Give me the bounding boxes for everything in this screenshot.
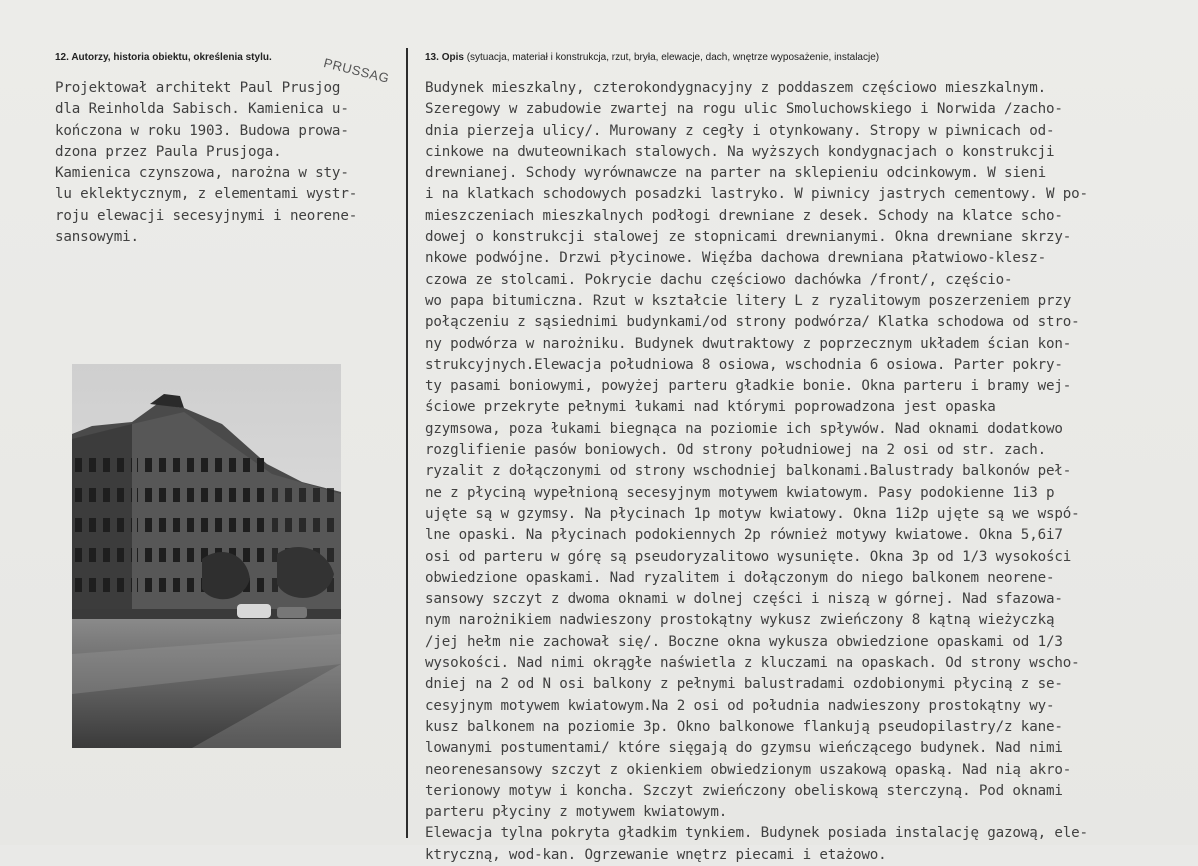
- right-line: cinkowe na dwuteownikach stalowych. Na wyższych kondygnacjach o konstrukcji: [425, 143, 1055, 160]
- right-line: terionowy motyw i koncha. Szczyt zwieńczony obeliskową sterczyną. Pod oknami: [425, 782, 1063, 799]
- right-line: Szeregowy w zabudowie zwartej na rogu ulic Smoluchowskiego i Norwida /zacho-: [425, 101, 1063, 118]
- right-line: dowej o konstrukcji stalowej ze stopnicami drewnianymi. Okna drewniane skrzy-: [425, 229, 1072, 246]
- right-line: wysokości. Nad nimi okrągłe naświetla z kluczami na opaskach. Od strony wscho-: [425, 655, 1080, 672]
- authors-history-text: [55, 78, 405, 248]
- right-line: rozglifienie pasów boniowych. Od strony południowej na 2 osi od str. zach.: [425, 442, 1046, 459]
- right-line: dnia pierzeja ulicy/. Murowany z cegły i otynkowany. Stropy w piwnicach od-: [425, 122, 1055, 139]
- right-line: nkowe podwójne. Drzwi płycinowe. Więźba dachowa drewniana płatwiowo-klesz-: [425, 250, 1046, 267]
- right-line: ujęte są w gzymsy. Na płycinach 1p motyw kwiatowy. Okna 1i2p ujęte są we wspó-: [425, 505, 1080, 522]
- right-line: czowa ze stolcami. Pokrycie dachu częściowo dachówka /front/, częścio-: [425, 271, 1013, 288]
- right-line: drewnianej. Schody wyrównawcze na parter na sklepieniu odcinkowym. W sieni: [425, 165, 1046, 182]
- right-heading-number: 13.: [425, 52, 439, 63]
- left-line: sansowymi.: [55, 229, 139, 246]
- right-line: połączeniu z sąsiednimi budynkami/od strony podwórza/ Klatka schodowa od stro-: [425, 314, 1080, 331]
- right-line: ściowe przekryte pełnymi łukami nad którymi poprowadzona jest opaska: [425, 399, 996, 416]
- left-line: Kamienica czynszowa, narożna w sty-: [55, 165, 349, 182]
- right-heading-sub: (sytuacja, materiał i konstrukcja, rzut, bryła, elewacje, dach, wnętrze wyposażenie, instalacje): [466, 52, 880, 63]
- left-line: dzona przez Paula Prusjoga.: [55, 143, 282, 160]
- right-line: gzymsowa, poza łukami biegnąca na poziomie ich spływów. Nad oknami dodatkowo: [425, 420, 1063, 437]
- description-text: [425, 78, 1195, 866]
- right-line: lne opaski. Na płycinach podokiennych 2p również motywy kwiatowe. Okna 5,6i7: [425, 527, 1063, 544]
- left-line: lu eklektycznym, z elementami wystr-: [55, 186, 358, 203]
- building-photo-drawing: [72, 364, 341, 748]
- left-line: kończona w roku 1903. Budowa prowa-: [55, 122, 349, 139]
- right-line: lowanymi postumentami/ które sięgają do gzymsu wieńczącego budynek. Nad nimi: [425, 740, 1063, 757]
- right-line: Elewacja tylna pokryta gładkim tynkiem. Budynek posiada instalację gazową, ele-: [425, 825, 1088, 842]
- right-line: osi od parteru w górę są pseudoryzalitowo wysunięte. Okna 3p od 1/3 wysokości: [425, 548, 1072, 565]
- column-divider: [406, 48, 408, 838]
- right-section-heading: [425, 52, 879, 63]
- right-line: wo papa bitumiczna. Rzut w kształcie litery L z ryzalitowym poszerzeniem przy: [425, 292, 1072, 309]
- left-line: dla Reinholda Sabisch. Kamienica u-: [55, 101, 349, 118]
- right-line: obwiedzione opaskami. Nad ryzalitem i dołączonym do niego balkonem neorene-: [425, 569, 1055, 586]
- right-line: i na klatkach schodowych posadzki lastryko. W piwnicy jastrych cementowy. W po-: [425, 186, 1088, 203]
- left-heading-number: 12.: [55, 52, 69, 63]
- left-section-heading: [55, 52, 272, 63]
- right-line: ryzalit z dołączonymi od strony wschodniej balkonami.Balustrady balkonów peł-: [425, 463, 1072, 480]
- left-line: roju elewacji secesyjnymi i neorene-: [55, 207, 358, 224]
- right-line: nym narożnikiem nadwieszony prostokątny wykusz zwieńczony 8 kątną wieżyczką: [425, 612, 1055, 629]
- right-heading-text: Opis: [441, 52, 464, 63]
- right-line: ty pasami boniowymi, powyżej parteru gładkie bonie. Okna parteru i bramy wej-: [425, 378, 1072, 395]
- right-line: dniej na 2 od N osi balkony z pełnymi balustradami ozdobionymi płyciną z se-: [425, 676, 1063, 693]
- right-line: ktryczną, wod-kan. Ogrzewanie wnętrz piecami i etażowo.: [425, 846, 887, 863]
- building-photograph: [72, 364, 341, 748]
- right-line: Budynek mieszkalny, czterokondygnacyjny z poddaszem częściowo mieszkalnym.: [425, 80, 1046, 96]
- right-line: neorenesansowy szczyt z okienkiem obwiedzionym uszakową opaską. Nad nią akro-: [425, 761, 1072, 778]
- right-line: parteru płyciny z motywem kwiatowym.: [425, 804, 728, 821]
- right-line: kusz balkonem na poziomie 3p. Okno balkonowe flankują pseudopilastry/z kane-: [425, 718, 1063, 735]
- handwritten-annotation: PRUSSAG: [322, 55, 391, 86]
- right-line: /jej hełm nie zachował się/. Boczne okna wykusza obwiedzione opaskami od 1/3: [425, 633, 1063, 650]
- left-line: Projektował architekt Paul Prusjog: [55, 80, 341, 96]
- right-line: mieszczeniach mieszkalnych podłogi drewniane z desek. Schody na klatce scho-: [425, 207, 1063, 224]
- left-heading-text: Autorzy, historia obiektu, określenia stylu.: [71, 52, 272, 63]
- right-line: ne z płyciną wypełnioną secesyjnym motywem kwiatowym. Pasy podokienne 1i3 p: [425, 484, 1055, 501]
- right-line: sansowy szczyt z dwoma oknami w dolnej części i niszą w górnej. Nad sfazowa-: [425, 591, 1063, 608]
- right-line: cesyjnym motywem kwiatowym.Na 2 osi od południa nadwieszony prostokątny wy-: [425, 697, 1055, 714]
- right-line: ny podwórza w narożniku. Budynek dwutraktowy z poprzecznym układem ścian kon-: [425, 335, 1072, 352]
- right-line: strukcyjnych.Elewacja południowa 8 osiowa, wschodnia 6 osiowa. Parter pokry-: [425, 356, 1063, 373]
